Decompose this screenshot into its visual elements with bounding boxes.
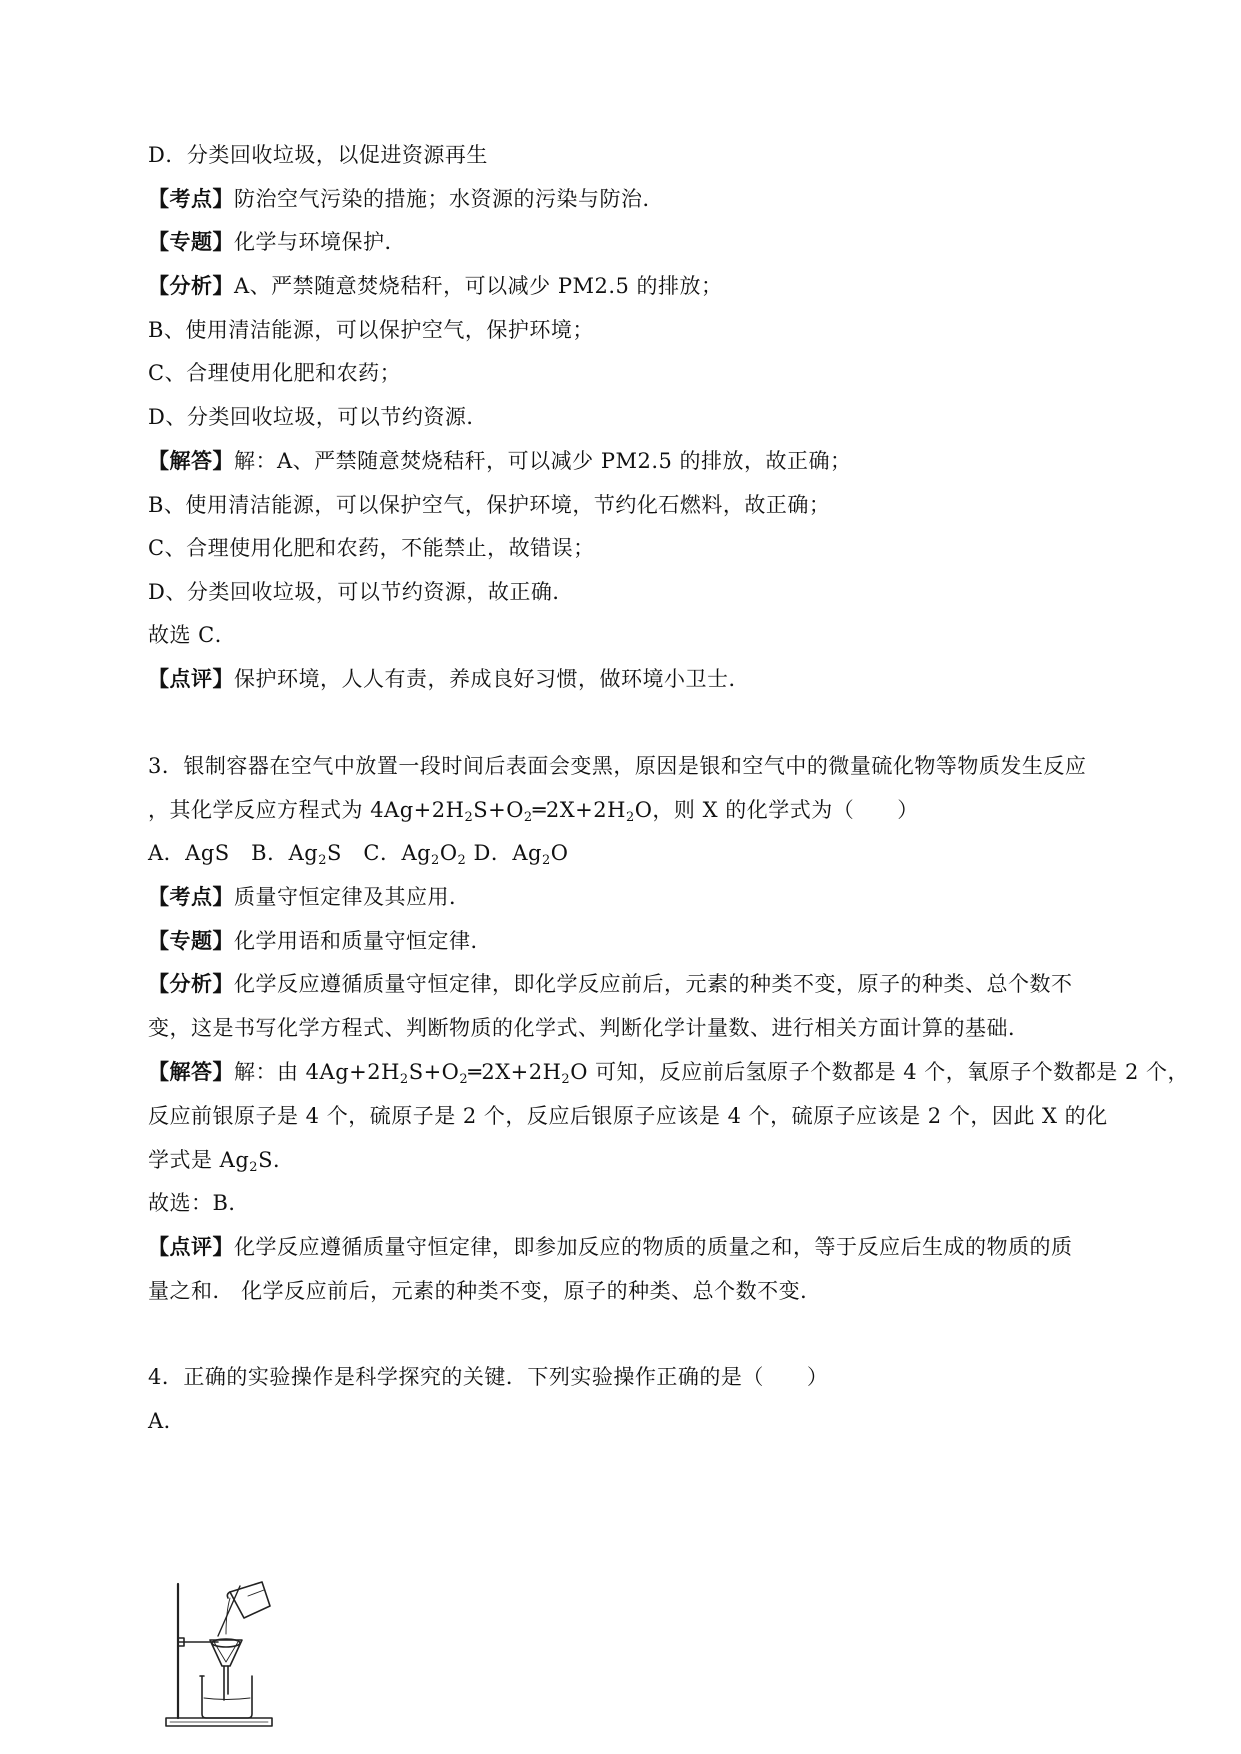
q3-zhuanti [148,926,492,956]
q3-kaodian [148,882,471,912]
zhuanti-tag: 【专题】 [148,928,234,953]
dianping-tag: 【点评】 [148,666,234,691]
option-text: A．AgS B．Ag [148,841,319,865]
subscript: 2 [431,853,440,868]
equation-part: S+O [473,798,524,822]
option-text: O [550,841,569,865]
fenxi-line-1: A、严禁随意焚烧秸秆，可以减少 PM2.5 的排放； [234,274,723,298]
q3-stem-line-2 [148,795,919,825]
jieda-text: O 可知，反应前后氢原子个数都是 4 个，氧原子个数都是 2 个， [570,1060,1190,1084]
jieda-tag: 【解答】 [148,1059,234,1084]
q2-jieda-line-3: C、合理使用化肥和农药，不能禁止，故错误； [148,536,595,560]
fenxi-line-1: 化学反应遵循质量守恒定律，即化学反应前后，元素的种类不变，原子的种类、总个数不 [234,972,1073,996]
q3-jieda-line-3 [148,1145,294,1175]
zhuanti-tag: 【专题】 [148,229,234,254]
q3-stem-line-1: 3．银制容器在空气中放置一段时间后表面会变黑，原因是银和空气中的微量硫化物等物质发生反应 [148,754,1087,778]
subscript: 2 [459,1072,469,1087]
q2-fenxi-line-3: C、合理使用化肥和农药； [148,361,402,385]
filtration-apparatus-icon [148,1578,288,1730]
equation-part: ═2X+2H [532,798,626,822]
equation-part: O，则 X 的化学式为（ ） [634,798,919,822]
jieda-text: 解：由 4Ag+2H [234,1060,400,1084]
jieda-line-1: 解：A、严禁随意焚烧秸秆，可以减少 PM2.5 的排放，故正确； [234,449,852,473]
jieda-text: S． [258,1148,295,1172]
subscript: 2 [625,810,635,825]
q3-options [148,838,568,868]
kaodian-tag: 【考点】 [148,884,234,909]
q3-fenxi-line-2: 变，这是书写化学方程式、判断物质的化学式、判断化学计量数、进行相关方面计算的基础． [148,1016,1030,1040]
fenxi-tag: 【分析】 [148,273,234,298]
q3-dianping-line-2: 量之和． 化学反应前后，元素的种类不变，原子的种类、总个数不变． [148,1279,822,1303]
jieda-text: 学式是 Ag [148,1148,250,1172]
q3-jieda-line-2: 反应前银原子是 4 个，硫原子是 2 个，反应后银原子应该是 4 个，硫原子应该是 2 个，因此 X 的化 [148,1104,1108,1128]
subscript: 2 [318,853,327,868]
jieda-text: S+O [408,1060,460,1084]
dianping-text: 保护环境，人人有责，养成良好习惯，做环境小卫士． [234,667,750,691]
q2-answer: 故选 C． [148,623,237,647]
subscript: 2 [523,810,533,825]
q2-zhuanti [148,227,406,257]
q2-fenxi-line-2: B、使用清洁能源，可以保护空气，保护环境； [148,318,594,342]
jieda-text: ═2X+2H [468,1060,562,1084]
q2-jieda [148,446,852,476]
subscript: 2 [561,1072,571,1087]
q3-dianping [148,1232,1073,1262]
dianping-line-1: 化学反应遵循质量守恒定律，即参加反应的物质的质量之和，等于反应后生成的物质的质 [234,1235,1073,1259]
zhuanti-text: 化学用语和质量守恒定律． [234,929,492,953]
q2-option-d: D．分类回收垃圾，以促进资源再生 [148,143,488,167]
zhuanti-text: 化学与环境保护． [234,230,406,254]
subscript: 2 [464,810,474,825]
option-text: S C．Ag [326,841,432,865]
kaodian-text: 质量守恒定律及其应用． [234,885,471,909]
fenxi-tag: 【分析】 [148,971,234,996]
q2-fenxi-line-4: D、分类回收垃圾，可以节约资源． [148,405,488,429]
subscript: 2 [399,1072,409,1087]
subscript: 2 [541,853,551,868]
q2-jieda-line-2: B、使用清洁能源，可以保护空气，保护环境，节约化石燃料，故正确； [148,493,831,517]
equation-part: 4Ag+2H [370,798,465,822]
q2-jieda-line-4: D、分类回收垃圾，可以节约资源，故正确． [148,580,574,604]
option-text: O [439,841,458,865]
kaodian-tag: 【考点】 [148,186,234,211]
q2-fenxi [148,271,723,301]
q2-dianping [148,664,750,694]
q3-stem-text: ，其化学反应方程式为 [148,798,371,822]
kaodian-text: 防治空气污染的措施；水资源的污染与防治． [234,187,664,211]
subscript: 2 [249,1160,259,1175]
q2-kaodian [148,184,664,214]
dianping-tag: 【点评】 [148,1234,234,1259]
jieda-tag: 【解答】 [148,448,234,473]
q4-stem: 4．正确的实验操作是科学探究的关键．下列实验操作正确的是（ ） [148,1365,829,1389]
q3-answer: 故选：B． [148,1191,250,1215]
subscript: 2 [457,853,467,868]
q4-option-a-label: A． [148,1409,186,1433]
q3-jieda [148,1057,1189,1087]
q3-fenxi [148,969,1073,999]
option-text: D．Ag [466,841,542,865]
